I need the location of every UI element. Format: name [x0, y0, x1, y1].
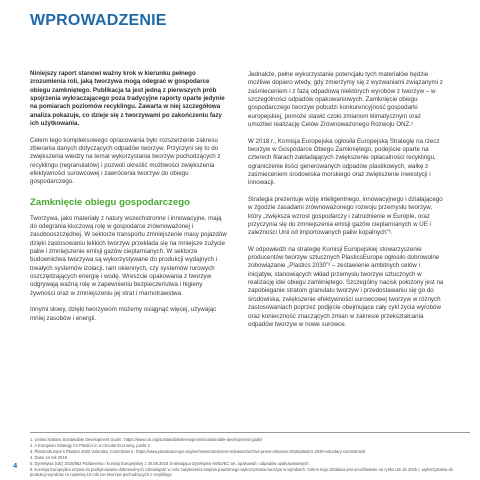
right-column: [248, 71, 446, 337]
body-paragraph: Innymi słowy, dzięki tworzywom możemy osiągnąć więcej, używając mniej zasobów i energii.: [30, 306, 217, 322]
page-number: 4: [13, 461, 18, 470]
footnote: 3. PlasticsEurope’s Plastics 2030 Voluntary Commitment : https://www.plasticseurope.org/en/newsroom/press-releases/archive-press-releases-2018/plastics-2030-voluntary-commitment: [30, 448, 366, 454]
footnote: 2. A European Strategy for Plastics in a Circular Economy, punkt 3: [30, 442, 150, 448]
footnote: 4. Dane za rok 2018: [30, 454, 67, 460]
left-column: [30, 70, 228, 331]
body-paragraph: Jednakże, pełne wykorzystanie potencjału tych materiałów będzie możliwe dopiero wtedy, gdy zmierzymy się z wyzwaniami związanymi z zaśmieceniem i z fazą odpadową niektórych wyrobów z tworzyw – w szczególności odpadów opakowaniowych. Zamknięcie obiegu gospodarczego tworzyw pobudzi konkurencyjność gospodarki europejskiej, pomoże stawić czoło zmianom klimatycznym oraz umożliwi realizację Celów Zrównoważonego Rozwoju ONZ.¹: [248, 71, 443, 129]
page-title: WPROWADZENIE: [30, 12, 167, 29]
footnote: 6. Komisja Europejska wzywa do podejmowania dobrowolnych zobowiązań w celu zwiększenia stopnia powtórnego wykorzystania tworzyw w wyrobach. Celem tego działania jest umożliwienie na rynku UE do 2025 r. wykorzystania do produkcji wyrobów co najmniej 10 mln ton tworzyw pochodzących z recyklingu: [30, 466, 454, 478]
section-heading: Zamknięcie obiegu gospodarczego: [30, 196, 190, 208]
footnote: 5. Dyrektywa (UE) 2018/852 Parlamentu i Komisji Europejskiej z 30.05.2018 zmieniająca Dyrektywę 94/62/EC ws. opakowań i odpadów opakowaniowych: [30, 460, 309, 466]
body-paragraph: Tworzywa, jako materiały z natury wszechstronne i innowacyjne, mają do odegrania kluczową rolę w gospodarce zrównoważonej i zasobooszczędnej. W sektorze transportu zmniejszenie masy pojazdów dzięki zastosowaniu lekkich tworzyw przekłada się na mniejsze zużycie paliw i zmniejszenie emisji gazów cieplarnianych. W sektorze budownictwa tworzywa są wykorzystywane do produkcji wydajnych i trwałych systemów izolacji, ram okiennych, czy systemów rurowych oszczędzających energię i wodę. Wreszcie opakowania z tworzyw odgrywają ważną rolę w zapewnieniu bezpieczeństwa i higieny żywności oraz w zmniejszeniu jej strat i marnotrawstwa.: [30, 214, 227, 297]
intro-paragraph: Niniejszy raport stanowi ważny krok w kierunku pełnego zrozumienia roli, jaką tworzywa mogą odegrać w gospodarce obiegu zamkniętego. Publikacja ta jest jedną z pierwszych prób spojrzenia wykraczającego poza tradycyjne raporty oparte jedynie na pomiarach poziomów recyklingu. Zawarta w niej szczegółowa analiza pokazuje, co dzieje się z tworzywami po zakończeniu fazy ich użytkowania.: [30, 70, 225, 128]
body-paragraph: W 2018 r., Komisja Europejska ogłosiła Europejską Strategię na rzecz tworzyw w Gospodarce Obiegu Zamkniętego, podejście oparte na czterech filarach zakładających zwiększenie opłacalności recyklingu, ograniczenie ilości generowanych odpadów plastikowych, walkę z zaśmieceniem środowiska morskiego oraz zwiększenie inwestycji i innowacji.: [248, 137, 440, 187]
body-paragraph: W odpowiedzi na strategię Komisji Europejskiej stowarzyszenie producentów tworzyw sztucznych PlasticsEurope ogłosiło dobrowolne zobowiązanie „Plastics 2030”³ – zestawienie ambitnych celów i inicjatyw, stanowiących wkład przemysłu tworzyw sztucznych w realizację idei obiegu zamkniętego. Szczególny nacisk położony jest na zapobieganie stratom granulatu tworzyw i przedostawaniu się go do środowiska, zwiększenie efektywności surowcowej tworzyw w różnych zastosowaniach poprzez podjęcie obejmujące cały cykl życia wyrobów oraz konieczność znaczących zmian w zakresie przekształcania odpadów tworzyw w nowe surowce.: [248, 245, 444, 328]
footnote: 1. United Nations Sustainable Development Goals : https://www.un.org/sustainabledevelopment/sustainable-development-goals/: [30, 437, 263, 442]
body-paragraph: Celem tego kompleksowego opracowania było rozszerzenie zakresu zbierania danych dotyczących odpadów tworzyw. Przyczyni się to do zwiększenia wiedzy na temat wykorzystania tworzyw pochodzących z recyklingu (regranulatów) i pozwoli określić możliwości zwiększenia efektywności surowcowej i zawrócenia tworzyw do obiegu gospodarczego.: [30, 136, 221, 186]
footnotes: [30, 432, 470, 478]
body-paragraph: Strategia prezentuje wizję inteligentnego, innowacyjnego i działającego w zgodzie zasadami zrównoważonego rozwoju przemysłu tworzyw, który „zwiększa wzrost gospodarczy i zatrudnienie w Europie, oraz przyczynia się do zmniejszenia emisji gazów cieplarnianych w UE i zależności Unii od importowanych paliw kopalnych”².: [248, 195, 443, 237]
